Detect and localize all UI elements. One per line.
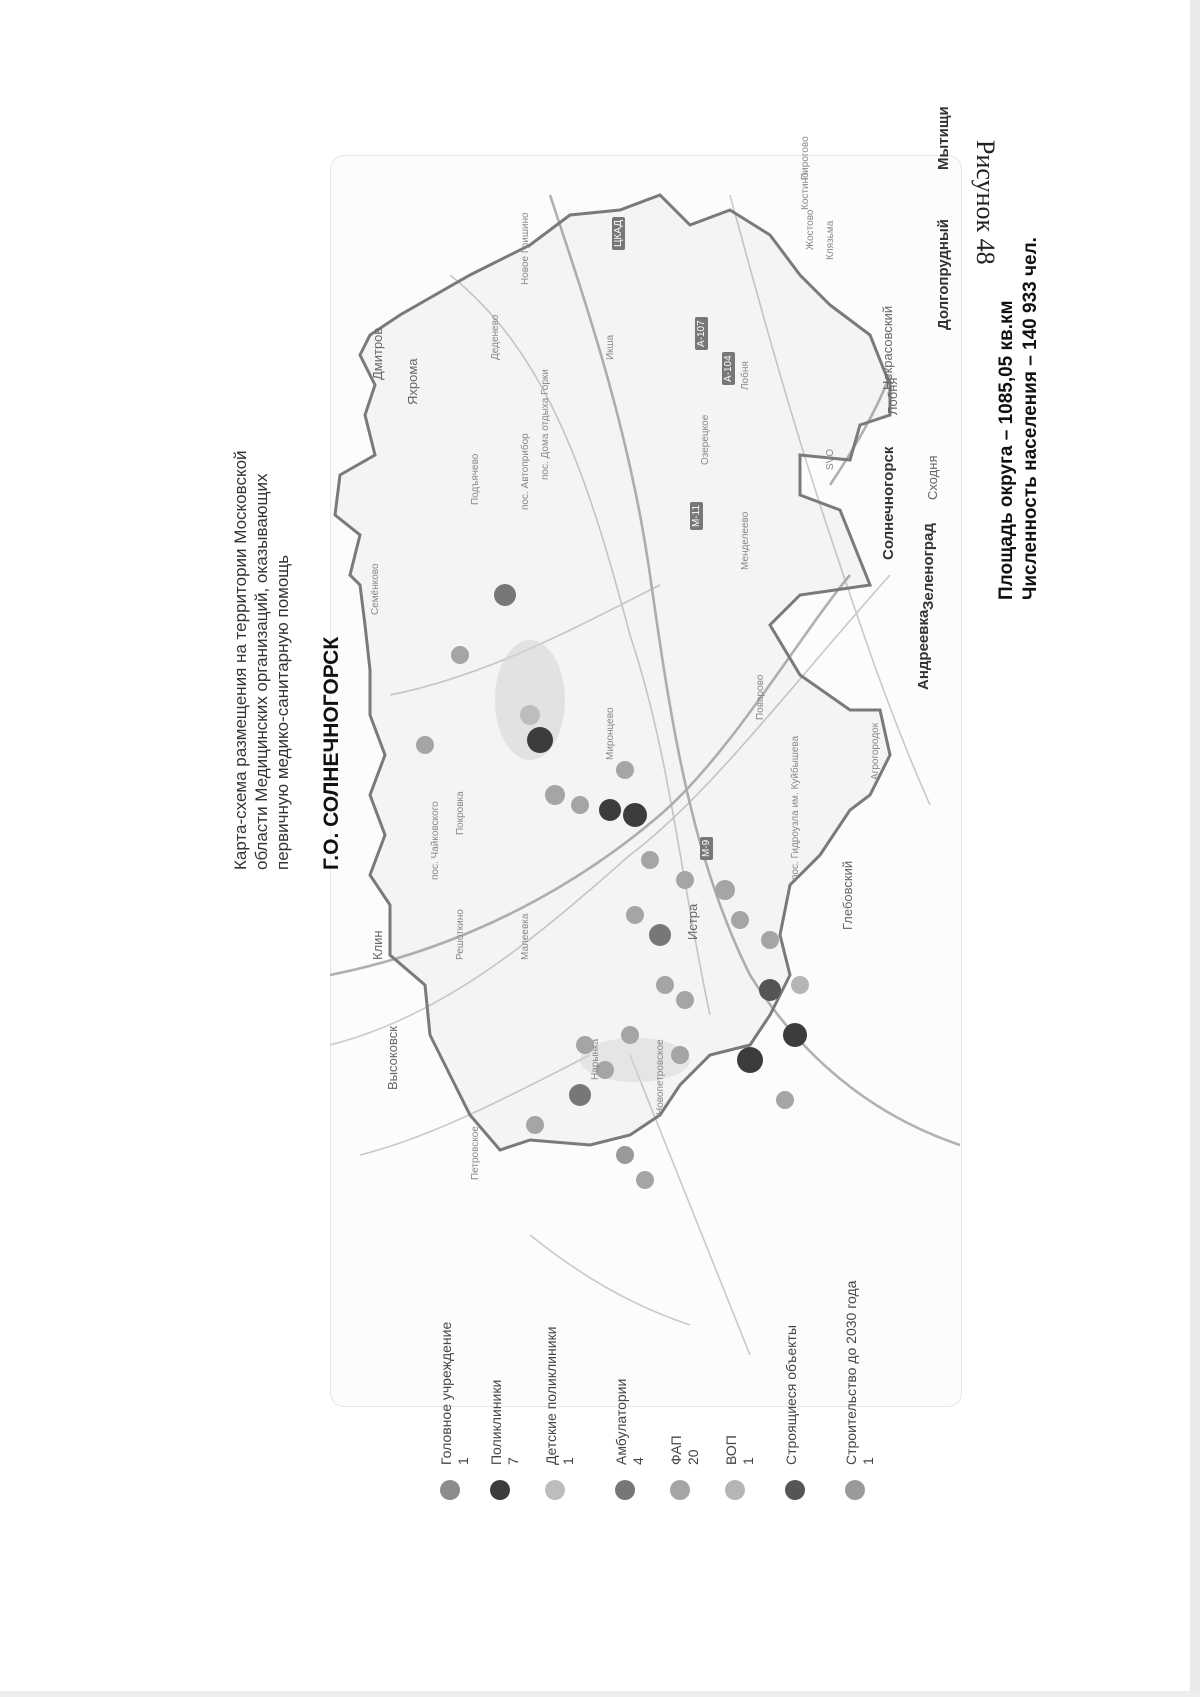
- place-label: пос. Чайковского: [430, 801, 441, 880]
- facility-marker: [671, 1046, 689, 1064]
- place-label: Клин: [370, 930, 385, 960]
- legend-marker-icon: [440, 1480, 460, 1500]
- place-label: Андреевка: [915, 609, 932, 690]
- population-stat: Численность населения – 140 933 чел.: [1020, 237, 1041, 600]
- facility-marker: [626, 906, 644, 924]
- facility-marker: [599, 799, 621, 821]
- place-label: Решоткино: [455, 909, 466, 960]
- place-label: Нарынка: [590, 1038, 601, 1080]
- legend-marker-icon: [615, 1480, 635, 1500]
- place-label: Миронцево: [605, 707, 616, 760]
- map-title-line: Карта-схема размещения на территории Московской: [231, 450, 250, 870]
- facility-marker: [791, 976, 809, 994]
- legend-marker-icon: [490, 1480, 510, 1500]
- place-label: Истра: [685, 903, 700, 940]
- legend-label-text: Строительство до 2030 года: [843, 1280, 859, 1465]
- map-title-line: области Медицинских организаций, оказывающих: [252, 473, 271, 870]
- place-label: Костино: [800, 172, 811, 210]
- place-label: пос. Гидроузла им. Куйбышева: [790, 735, 801, 880]
- facility-marker: [545, 785, 565, 805]
- facility-marker: [649, 924, 671, 946]
- district-stats: [995, 237, 1043, 600]
- place-label: Озерецкое: [700, 414, 711, 465]
- place-label: Высоковск: [385, 1026, 400, 1090]
- place-label: Солнечногорск: [880, 446, 897, 560]
- facility-marker: [526, 1116, 544, 1134]
- map-title: [230, 450, 293, 870]
- facility-marker: [737, 1047, 763, 1073]
- legend-count: 20: [685, 1449, 701, 1465]
- legend-label-text: Поликлиники: [488, 1379, 504, 1465]
- road-label: ЦКАД: [612, 217, 625, 250]
- legend-label-text: Амбулатории: [613, 1378, 629, 1465]
- facility-marker: [761, 931, 779, 949]
- legend-count: 7: [505, 1457, 521, 1465]
- place-label: Менделеево: [740, 511, 751, 570]
- legend-label: [543, 1327, 577, 1466]
- place-label: Сходня: [925, 455, 940, 500]
- facility-marker: [623, 803, 647, 827]
- facility-marker: [616, 761, 634, 779]
- facility-marker: [616, 1146, 634, 1164]
- road-label: M-9: [700, 837, 713, 860]
- place-label: Малеевка: [520, 913, 531, 960]
- place-label: Икша: [605, 334, 616, 360]
- scan-edge: [1190, 0, 1200, 1697]
- legend-count: 4: [630, 1457, 646, 1465]
- facility-marker: [676, 991, 694, 1009]
- facility-marker: [527, 727, 553, 753]
- legend-label: [723, 1435, 757, 1465]
- road-label: А-104: [722, 352, 735, 385]
- facility-marker: [451, 646, 469, 664]
- facility-marker: [656, 976, 674, 994]
- place-label: пос. Автоприбор: [520, 433, 531, 510]
- facility-marker: [731, 911, 749, 929]
- place-label: Пирогово: [800, 136, 811, 180]
- place-label: Некрасовский: [880, 305, 895, 390]
- legend-label: [613, 1379, 647, 1465]
- legend-label: [438, 1322, 472, 1465]
- place-label: Долгопрудный: [935, 218, 952, 330]
- place-label: Новое Гришино: [520, 212, 531, 285]
- place-label: SVO: [825, 448, 836, 470]
- area-stat: Площадь округа – 1085,05 кв.км: [996, 300, 1017, 600]
- facility-marker: [494, 584, 516, 606]
- legend-label-text: Детские поликлиники: [543, 1326, 559, 1465]
- legend-count: 1: [560, 1457, 576, 1465]
- place-label: Зеленоград: [920, 523, 937, 610]
- place-label: Мытищи: [935, 106, 952, 170]
- facility-marker: [569, 1084, 591, 1106]
- district-map: [330, 155, 960, 1405]
- place-label: Поварово: [755, 674, 766, 720]
- place-label: Агрогородок: [870, 722, 881, 780]
- legend-marker-icon: [785, 1480, 805, 1500]
- facility-marker: [641, 851, 659, 869]
- legend-label-text: ФАП: [668, 1435, 684, 1465]
- region-name: Г.О. СОЛНЕЧНОГОРСК: [320, 636, 343, 870]
- place-label: Лобня: [740, 361, 751, 390]
- facility-marker: [783, 1023, 807, 1047]
- facility-marker: [776, 1091, 794, 1109]
- place-label: Подъячево: [470, 453, 481, 505]
- facility-marker: [571, 796, 589, 814]
- facility-marker: [520, 705, 540, 725]
- place-label: Покровка: [455, 791, 466, 835]
- facility-marker: [676, 871, 694, 889]
- place-label: Новопетровское: [655, 1039, 666, 1115]
- place-label: Жостово: [805, 209, 816, 250]
- legend-count: 1: [860, 1457, 876, 1465]
- legend-count: 1: [740, 1457, 756, 1465]
- legend-label: [668, 1435, 702, 1465]
- road-label: М-11: [690, 502, 703, 530]
- road-label: А-107: [695, 317, 708, 350]
- legend-marker-icon: [670, 1480, 690, 1500]
- facility-marker: [759, 979, 781, 1001]
- legend-marker-icon: [725, 1480, 745, 1500]
- legend-count: 1: [455, 1457, 471, 1465]
- place-label: Дмитров: [370, 327, 385, 380]
- place-label: Семёнково: [370, 563, 381, 615]
- place-label: Деденево: [490, 314, 501, 360]
- figure-label: Рисунок 48: [971, 140, 1000, 265]
- legend-label-text: Строящиеся объекты: [783, 1325, 799, 1465]
- facility-marker: [715, 880, 735, 900]
- facility-marker: [636, 1171, 654, 1189]
- legend-marker-icon: [845, 1480, 865, 1500]
- place-label: Клязьма: [825, 220, 836, 260]
- legend-label: [783, 1325, 800, 1465]
- place-label: Петровское: [470, 1126, 481, 1180]
- legend-label: [488, 1380, 522, 1465]
- place-label: пос. Дома отдыха Горки: [540, 369, 551, 480]
- place-label: Лобня: [885, 377, 900, 415]
- place-label: Глебовский: [840, 860, 855, 930]
- legend-label-text: ВОП: [723, 1435, 739, 1465]
- facility-marker: [621, 1026, 639, 1044]
- legend-label-text: Головное учреждение: [438, 1321, 454, 1465]
- place-label: Яхрома: [405, 358, 420, 405]
- scan-bottom-edge: [0, 1691, 1200, 1697]
- map-title-line: первичную медико-санитарную помощь: [273, 554, 292, 870]
- legend-marker-icon: [545, 1480, 565, 1500]
- facility-marker: [416, 736, 434, 754]
- legend-label: [843, 1281, 877, 1465]
